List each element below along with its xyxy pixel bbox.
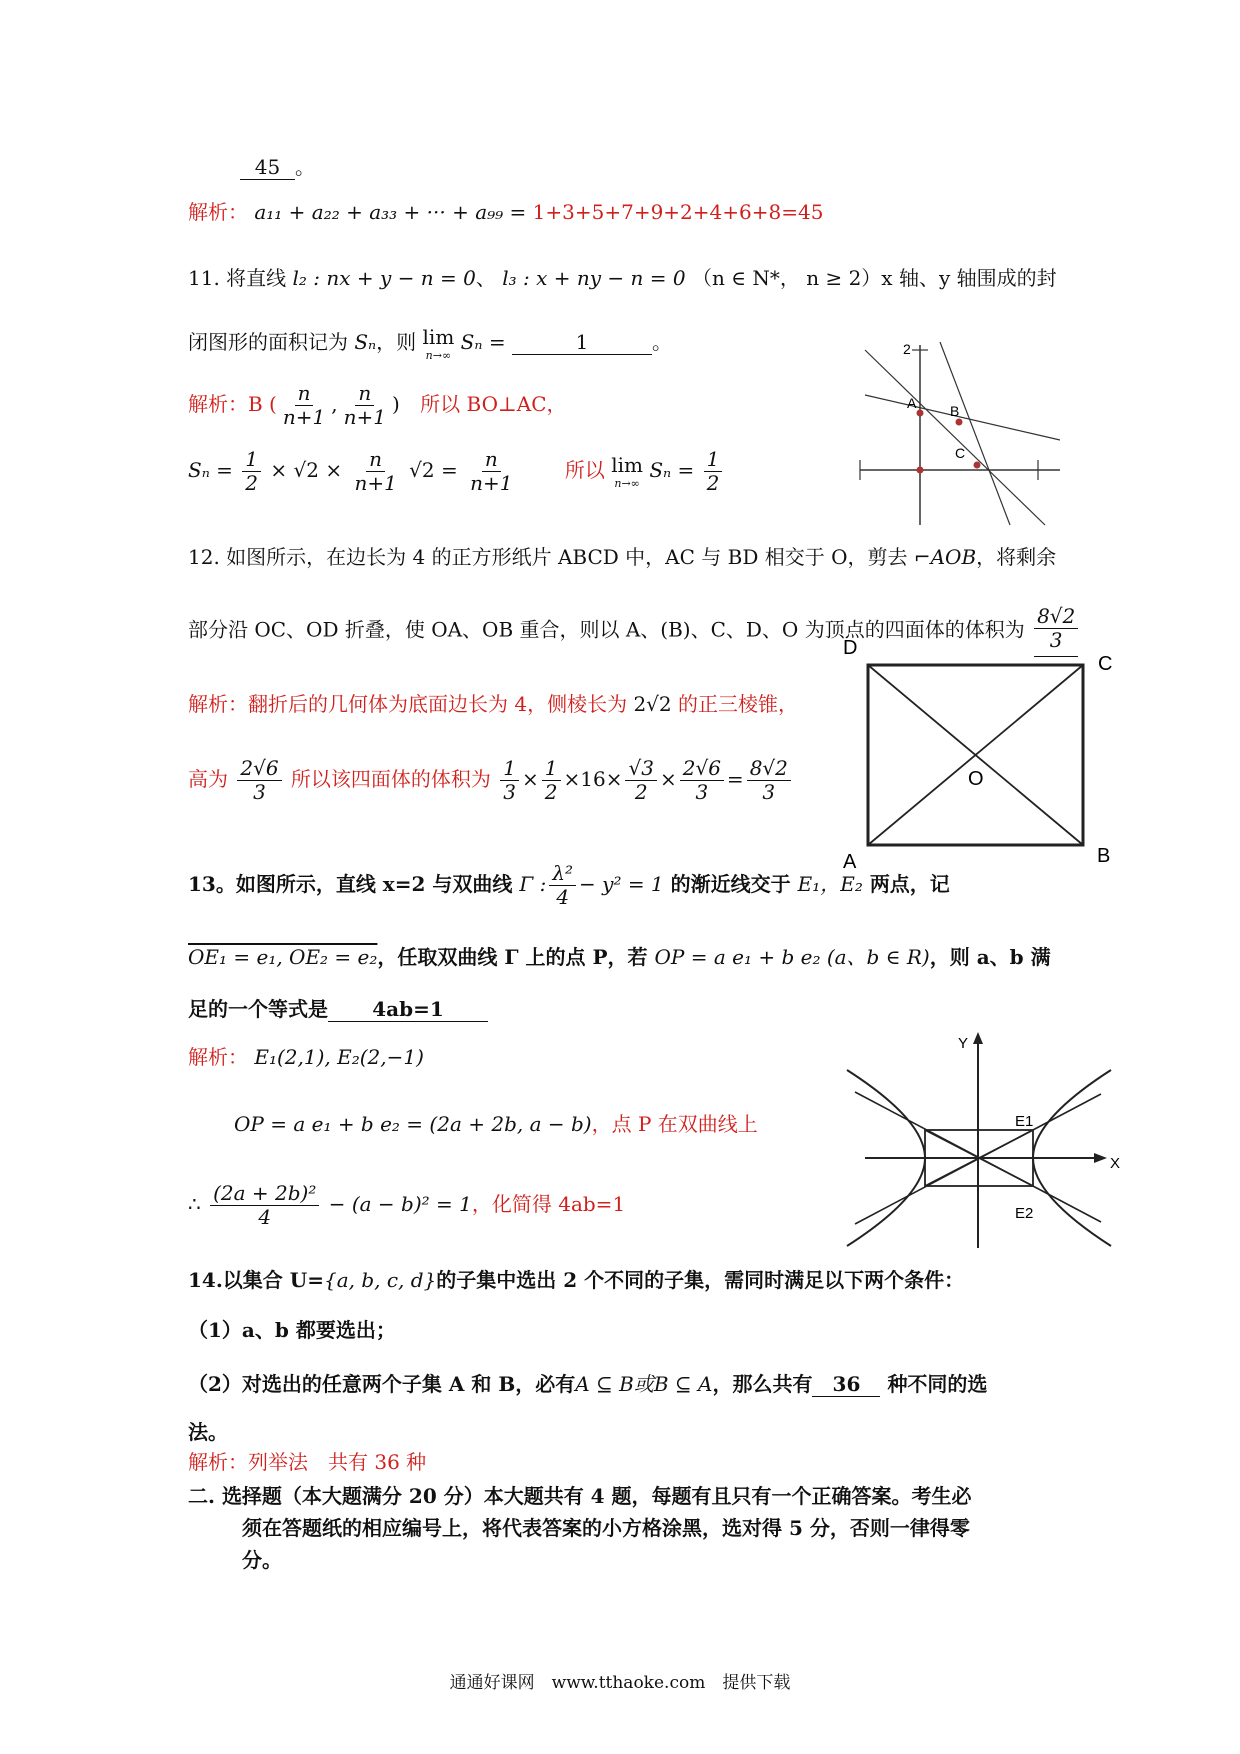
p11-line-l2: l₂ : nx + y − n = 0 (292, 266, 476, 290)
p11-lim-eq-2: Sₙ = (649, 458, 695, 482)
p13-s3-red: ，化简得 4ab=1 (471, 1192, 626, 1216)
p11-solution2 (188, 448, 725, 495)
p14-cond1-text: （1）a、b 都要选出； (188, 1318, 396, 1342)
p11-fig-label-2: 2 (903, 341, 911, 357)
p14-cond2-expr: A ⊆ B或B ⊆ A (575, 1372, 713, 1396)
p12-v1 (500, 757, 519, 804)
p11-text2: 闭图形的面积记为 (188, 330, 348, 355)
p11-sol-b: B ( (248, 392, 277, 416)
p13-text1b: 的渐近线交于 (670, 872, 791, 896)
p11-sn: Sₙ (354, 330, 377, 355)
p12-text1: 如图所示，在边长为 4 的正方形纸片 ABCD 中，AC 与 BD 相交于 O，剪去 (226, 545, 908, 569)
p12-v5-den: 3 (762, 780, 776, 804)
p13-text2b: ，则 a、b 满 (929, 945, 1051, 969)
p13-s3-num: (2a + 2b)² (210, 1182, 319, 1206)
p13-fig-E2: E2 (1015, 1205, 1034, 1222)
p12-v4-den: 3 (695, 780, 709, 804)
p11-half2-den: 2 (706, 471, 720, 495)
p10-sol-sum: 1+3+5+7+9+2+4+6+8=45 (532, 200, 824, 224)
p13-hyp-den: 4 (556, 885, 570, 909)
p11-frac-2 (341, 382, 389, 429)
p11-lim: lim (422, 325, 455, 349)
p11-times-sqrt: × √2 × (270, 458, 343, 482)
sec2-line2 (242, 1516, 970, 1540)
p13-figure-svg (845, 1030, 1125, 1250)
p14-number: 14. (188, 1268, 223, 1292)
p12-line1 (188, 545, 1056, 569)
p13-hyp-tail: − y² = 1 (579, 872, 664, 896)
p13-answer: 4ab=1 (328, 997, 488, 1022)
p14-end-text: 法。 (188, 1420, 228, 1444)
p12-sol-label: 解析： (188, 692, 248, 716)
p11-frac-4 (467, 448, 515, 495)
p12-v4-num: 2√6 (680, 757, 724, 781)
p12-fig-B: B (1097, 845, 1111, 867)
p11-solution1 (188, 382, 567, 429)
p13-vec-line: OE₁ = e₁, OE₂ = e₂ (188, 945, 378, 969)
p12-sol1: 翻折后的几何体为底面边长为 4，侧棱长为 (248, 692, 628, 716)
p14-answer: 36 (812, 1372, 880, 1397)
p12-v2-num: 1 (542, 757, 561, 781)
p12-angle: ⌐AOB (913, 545, 977, 569)
p12-sol2-a: 高为 (188, 767, 228, 791)
p10-solution (188, 200, 823, 224)
p13-hyp-frac (549, 862, 576, 909)
p13-text1: 如图所示，直线 x=2 与双曲线 (235, 872, 513, 896)
p11-half-den: 2 (245, 471, 259, 495)
p12-v5 (747, 757, 791, 804)
p13-sol2: OP = a e₁ + b e₂ = (2a + 2b, a − b) (234, 1112, 592, 1136)
p12-text2: 部分沿 OC、OD 折叠，使 OA、OB 重合，则以 A、(B)、C、D、O 为顶点的四面体的体积为 (188, 617, 1025, 642)
p10-answer: 45 (240, 155, 295, 180)
p13-line1 (188, 862, 950, 909)
p12-h-num: 2√6 (237, 757, 281, 781)
p12-sol1-val: 2√2 (633, 692, 672, 716)
p11-sqrt2: √2 = (409, 458, 458, 482)
p12-v5-num: 8√2 (747, 757, 791, 781)
p13-solution3 (188, 1182, 625, 1229)
p12-figure-svg (835, 630, 1125, 870)
p11-end: 。 (651, 330, 672, 355)
p12-number: 12. (188, 545, 220, 569)
p13-s3-den: 4 (258, 1205, 272, 1229)
p14-line1 (188, 1268, 964, 1292)
sec2-text1: 选择题（本大题满分 20 分）本大题共有 4 题，每题有且只有一个正确答案。考生必 (221, 1484, 972, 1508)
p13-fig-E1: E1 (1015, 1113, 1034, 1130)
p11-condition: （n ∈ N*， n ≥ 2）x 轴、y 轴围成的封 (691, 266, 1057, 290)
p12-v3-num: √3 (625, 757, 656, 781)
p14-set: {a, b, c, d} (323, 1268, 437, 1292)
p11-frac-2-den: n+1 (343, 405, 386, 429)
p11-sol-b-tail: 所以 BO⊥AC， (420, 392, 567, 416)
p11-fig-label-C: C (955, 445, 966, 461)
sec2-number: 二. (188, 1484, 215, 1508)
p14-text1: 以集合 U= (222, 1268, 324, 1292)
p11-half-num: 1 (242, 448, 261, 472)
p12-solution2 (188, 757, 794, 804)
p11-close: ) (391, 392, 400, 416)
p11-frac-4-den: n+1 (470, 471, 513, 495)
p12-figure (835, 630, 1125, 870)
p13-text2: ，任取双曲线 Γ 上的点 P，若 (377, 945, 648, 969)
p11-frac-4-num: n (482, 448, 501, 472)
p11-frac-2-num: n (355, 382, 374, 406)
p12-v1-den: 3 (503, 780, 517, 804)
p12-v3-den: 2 (634, 780, 648, 804)
p12-v1-num: 1 (500, 757, 519, 781)
p12-sol1-tail: 的正三棱锥， (678, 692, 799, 716)
sec2-line1 (188, 1484, 972, 1508)
p11-limit-2 (611, 453, 643, 490)
p11-frac-1-num: n (295, 382, 314, 406)
p13-line3 (188, 997, 488, 1022)
p11-fig-label-B: B (950, 403, 960, 419)
p11-frac-3-num: n (366, 448, 385, 472)
p11-text2b: ，则 (376, 330, 417, 355)
p14-end (188, 1420, 228, 1444)
p11-lim-2: lim (611, 452, 643, 477)
p12-fig-C: C (1098, 653, 1113, 675)
p11-half2-num: 1 (704, 448, 723, 472)
p11-number: 11. (188, 266, 220, 290)
p10-sol-label: 解析： (188, 200, 248, 224)
p11-sep: 、 (475, 266, 496, 290)
p14-sol-text: 解析：列举法 共有 36 种 (188, 1450, 427, 1474)
p11-figure-svg (855, 340, 1065, 530)
p12-v3 (625, 757, 656, 804)
p11-lim-sub: n→∞ (425, 349, 452, 362)
p12-v2 (542, 757, 561, 804)
p10-sol-expr: a₁₁ + a₂₂ + a₃₃ + ··· + a₉₉ = (254, 200, 527, 224)
p14-cond2a: （2）对选出的任意两个子集 A 和 B，必有 (188, 1372, 576, 1396)
p12-sol2-b: 所以该四面体的体积为 (290, 767, 491, 791)
p13-solution1 (188, 1045, 424, 1069)
p13-therefore: ∴ (188, 1192, 201, 1216)
p12-v2-den: 2 (544, 780, 558, 804)
p13-fig-Y: Y (958, 1035, 969, 1052)
p11-fig-label-A: A (907, 395, 917, 411)
sec2-text3: 分。 (242, 1548, 282, 1572)
p13-gamma: Γ : (519, 872, 547, 896)
p10-end: 。 (295, 155, 315, 179)
p11-frac-half-2 (704, 448, 723, 495)
p13-figure (845, 1030, 1125, 1250)
p12-fig-O: O (968, 768, 984, 790)
p13-s3-tail: − (a − b)² = 1 (328, 1192, 472, 1216)
page-footer: 通通好课网 www.tthaoke.com 提供下载 (449, 1673, 791, 1693)
sec2-line3 (242, 1548, 282, 1572)
p11-answer: 1 (512, 330, 652, 355)
p13-line2 (188, 945, 1051, 969)
p11-sol-tail: 所以 (564, 458, 605, 482)
p14-cond2b: ，那么共有 (712, 1372, 813, 1396)
p13-sol2-tail: ，点 P 在双曲线上 (591, 1112, 758, 1136)
p11-frac-3 (351, 448, 399, 495)
p14-cond1 (188, 1318, 396, 1342)
p14-solution (188, 1450, 426, 1474)
p12-h-den: 3 (253, 780, 266, 804)
p11-figure (855, 340, 1065, 530)
p11-frac-3-den: n+1 (354, 471, 397, 495)
sec2-text2: 须在答题纸的相应编号上，将代表答案的小方格涂黑，选对得 5 分，否则一律得零 (242, 1516, 970, 1540)
p12-text1b: ，将剩余 (976, 545, 1057, 569)
p13-sol-label: 解析： (188, 1045, 248, 1069)
p10-answer-line (240, 155, 315, 180)
p11-text: 将直线 (226, 266, 287, 290)
p11-lim-sub-2: n→∞ (614, 476, 640, 490)
p13-s3-frac (210, 1182, 319, 1229)
p13-e1e2: E₁，E₂ (797, 872, 863, 896)
p11-line-l3: l₃ : x + ny − n = 0 (502, 266, 686, 290)
p11-comma: , (331, 392, 338, 416)
p13-sol1: E₁(2,1), E₂(2,−1) (254, 1045, 424, 1069)
p11-sn-label: Sₙ = (188, 458, 233, 482)
p13-fig-X: X (1110, 1155, 1121, 1172)
p12-answer-den: 3 (1049, 628, 1063, 652)
p13-solution2 (234, 1112, 758, 1136)
p12-answer-num: 8√2 (1034, 605, 1078, 629)
p11-line1 (188, 266, 1057, 290)
p12-v4 (680, 757, 724, 804)
p11-sol-label: 解析： (188, 392, 248, 416)
p11-frac-half (242, 448, 261, 495)
p13-text3: 足的一个等式是 (188, 997, 328, 1021)
p14-cond2c: 种不同的选 (887, 1372, 988, 1396)
p11-line2 (188, 325, 672, 362)
p12-fig-D: D (843, 637, 858, 659)
p14-cond2 (188, 1372, 987, 1397)
p14-text1b: 的子集中选出 2 个不同的子集，需同时满足以下两个条件： (436, 1268, 965, 1292)
p11-frac-1 (280, 382, 328, 429)
p13-number: 13。 (188, 872, 236, 896)
p11-frac-1-den: n+1 (282, 405, 326, 429)
p12-solution1 (188, 692, 798, 716)
p13-op-expr: OP = a e₁ + b e₂ (a、b ∈ R) (654, 945, 930, 969)
p12-volume-expr: $\frac{1}{3}$ × $\frac{1}{2}$ ×16× $\frac{√3}{2}$ × $\frac{2√6}{3}$ = $\frac{8√2}{3}$ (497, 767, 794, 791)
p12-fig-A: A (843, 851, 857, 870)
p11-lim-eq: Sₙ = (460, 330, 506, 355)
p12-h-frac (237, 757, 281, 804)
p11-limit (423, 325, 455, 362)
p13-text1c: 两点，记 (869, 872, 950, 896)
p12-v16: ×16× (563, 767, 623, 791)
p13-hyp-num: λ² (549, 862, 576, 886)
